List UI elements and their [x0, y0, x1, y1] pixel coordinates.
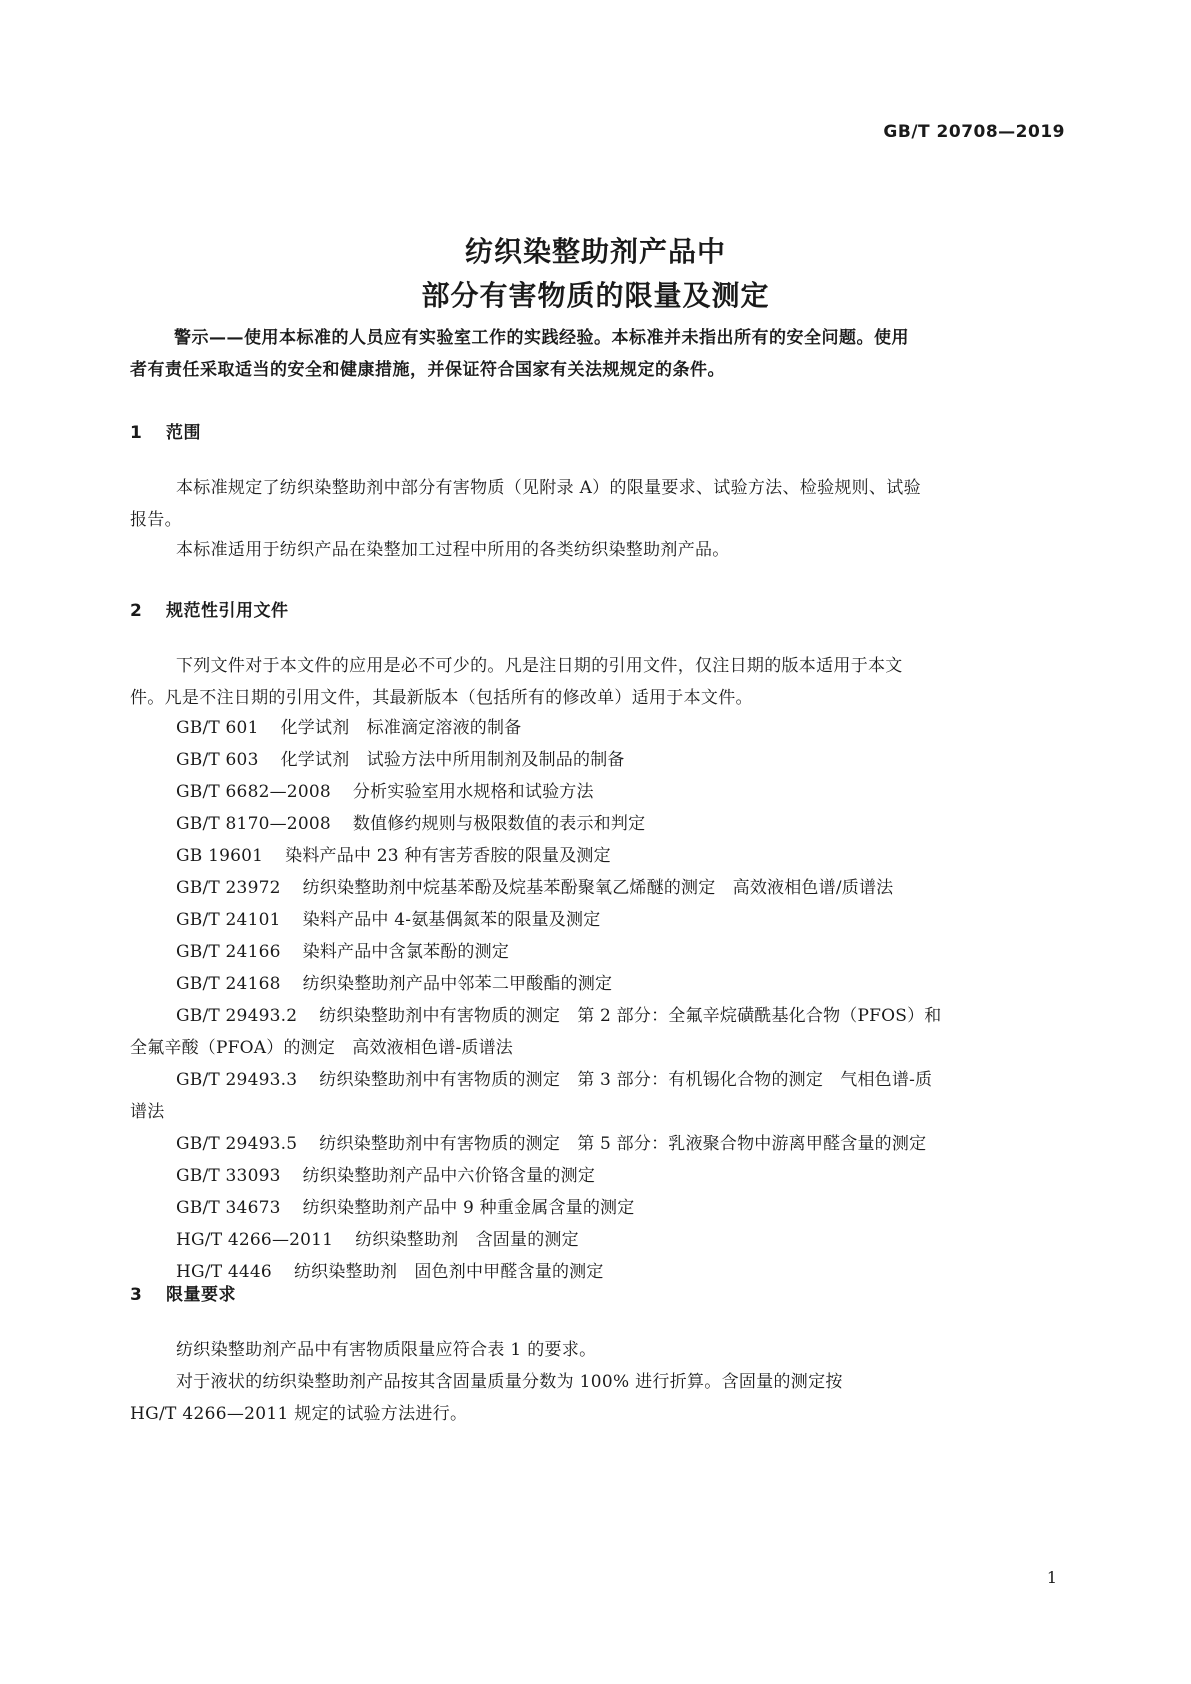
reference-code: GB/T 34673 — [176, 1198, 281, 1218]
reference-code: GB/T 6682—2008 — [176, 782, 331, 802]
paragraph-line: HG/T 4266—2011 规定的试验方法进行。 — [130, 1404, 468, 1424]
paragraph-line: 对于液状的纺织染整助剂产品按其含固量质量分数为 100% 进行折算。含固量的测定按 — [176, 1372, 843, 1392]
reference-code: GB/T 29493.2 — [176, 1006, 298, 1026]
standard-code: GB/T 20708—2019 — [883, 122, 1065, 142]
reference-item — [130, 712, 1058, 744]
reference-code: GB/T 8170—2008 — [176, 814, 331, 834]
reference-title: 纺织染整助剂产品中六价铬含量的测定 — [302, 1166, 596, 1186]
paragraph-line: 纺织染整助剂产品中有害物质限量应符合表 1 的要求。 — [176, 1340, 597, 1360]
reference-title: 纺织染整助剂 固色剂中甲醛含量的测定 — [293, 1262, 604, 1282]
warning-line1: 警示——使用本标准的人员应有实验室工作的实践经验。本标准并未指出所有的安全问题。使用 — [174, 328, 909, 348]
reference-title: 纺织染整助剂中烷基苯酚及烷基苯酚聚氧乙烯醚的测定 高效液相色谱/质谱法 — [302, 878, 894, 898]
reference-title: 数值修约规则与极限数值的表示和判定 — [352, 814, 646, 834]
reference-item — [130, 1224, 1058, 1256]
section-number: 1 — [130, 423, 143, 443]
reference-title: 化学试剂 试验方法中所用制剂及制品的制备 — [280, 750, 625, 770]
reference-code: GB/T 603 — [176, 750, 259, 770]
reference-continuation: 全氟辛酸（PFOA）的测定 高效液相色谱-质谱法 — [130, 1038, 513, 1058]
reference-item — [130, 1256, 1058, 1288]
reference-item — [130, 840, 1058, 872]
reference-code: GB/T 29493.3 — [176, 1070, 298, 1090]
reference-item — [130, 1160, 1058, 1192]
section-1-heading — [130, 418, 201, 443]
reference-title: 纺织染整助剂中有害物质的测定 第 2 部分：全氟辛烷磺酰基化合物（PFOS）和 — [319, 1006, 942, 1026]
section-3-paragraph-1 — [130, 1334, 1058, 1366]
section-title: 规范性引用文件 — [166, 601, 289, 621]
reference-title: 纺织染整助剂产品中 9 种重金属含量的测定 — [302, 1198, 635, 1218]
reference-item — [130, 1064, 1058, 1096]
section-number: 3 — [130, 1285, 143, 1305]
paragraph-line: 本标准规定了纺织染整助剂中部分有害物质（见附录 A）的限量要求、试验方法、检验规则、试验 — [176, 478, 921, 498]
section-title: 限量要求 — [166, 1285, 236, 1305]
reference-item — [130, 872, 1058, 904]
reference-continuation: 谱法 — [130, 1102, 165, 1122]
reference-code: GB 19601 — [176, 846, 264, 866]
reference-code: HG/T 4446 — [176, 1262, 272, 1282]
section-2-heading — [130, 596, 289, 621]
reference-item — [130, 1000, 1058, 1032]
section-3-paragraph-2 — [130, 1366, 1058, 1430]
reference-title: 化学试剂 标准滴定溶液的制备 — [280, 718, 522, 738]
reference-code: GB/T 33093 — [176, 1166, 281, 1186]
reference-item — [130, 744, 1058, 776]
reference-item — [130, 1128, 1058, 1160]
document-title-line2: 部分有害物质的限量及测定 — [421, 279, 770, 312]
reference-item — [130, 776, 1058, 808]
section-2-intro — [130, 650, 1058, 714]
reference-item — [130, 936, 1058, 968]
paragraph-line: 报告。 — [130, 510, 182, 530]
reference-code: HG/T 4266—2011 — [176, 1230, 334, 1250]
reference-title: 分析实验室用水规格和试验方法 — [352, 782, 594, 802]
paragraph-line: 本标准适用于纺织产品在染整加工过程中所用的各类纺织染整助剂产品。 — [176, 540, 730, 560]
reference-code: GB/T 601 — [176, 718, 259, 738]
section-number: 2 — [130, 601, 143, 621]
warning-line2: 者有责任采取适当的安全和健康措施，并保证符合国家有关法规规定的条件。 — [130, 360, 725, 380]
reference-title: 染料产品中 23 种有害芳香胺的限量及测定 — [285, 846, 611, 866]
reference-code: GB/T 24166 — [176, 942, 281, 962]
reference-code: GB/T 23972 — [176, 878, 281, 898]
reference-item — [130, 904, 1058, 936]
reference-title: 染料产品中含氯苯酚的测定 — [302, 942, 510, 962]
reference-title: 纺织染整助剂 含固量的测定 — [355, 1230, 579, 1250]
reference-item — [130, 968, 1058, 1000]
reference-list — [130, 712, 1058, 1288]
reference-code: GB/T 29493.5 — [176, 1134, 298, 1154]
reference-item — [130, 808, 1058, 840]
paragraph-line: 下列文件对于本文件的应用是必不可少的。凡是注日期的引用文件，仅注日期的版本适用于本文 — [176, 656, 903, 676]
section-1-paragraph-2 — [130, 534, 1058, 566]
page-number: 1 — [1046, 1568, 1057, 1587]
reference-title: 纺织染整助剂产品中邻苯二甲酸酯的测定 — [302, 974, 613, 994]
section-1-paragraph-1 — [130, 472, 1058, 536]
reference-title: 纺织染整助剂中有害物质的测定 第 3 部分：有机锡化合物的测定 气相色谱-质 — [319, 1070, 933, 1090]
safety-warning — [130, 322, 1058, 386]
reference-code: GB/T 24168 — [176, 974, 281, 994]
section-3-heading — [130, 1280, 236, 1305]
reference-code: GB/T 24101 — [176, 910, 281, 930]
reference-title: 纺织染整助剂中有害物质的测定 第 5 部分：乳液聚合物中游离甲醛含量的测定 — [319, 1134, 927, 1154]
section-title: 范围 — [166, 423, 201, 443]
reference-title: 染料产品中 4-氨基偶氮苯的限量及测定 — [302, 910, 601, 930]
reference-item — [130, 1192, 1058, 1224]
paragraph-line: 件。凡是不注日期的引用文件，其最新版本（包括所有的修改单）适用于本文件。 — [130, 688, 753, 708]
document-title-line1: 纺织染整助剂产品中 — [464, 235, 726, 268]
